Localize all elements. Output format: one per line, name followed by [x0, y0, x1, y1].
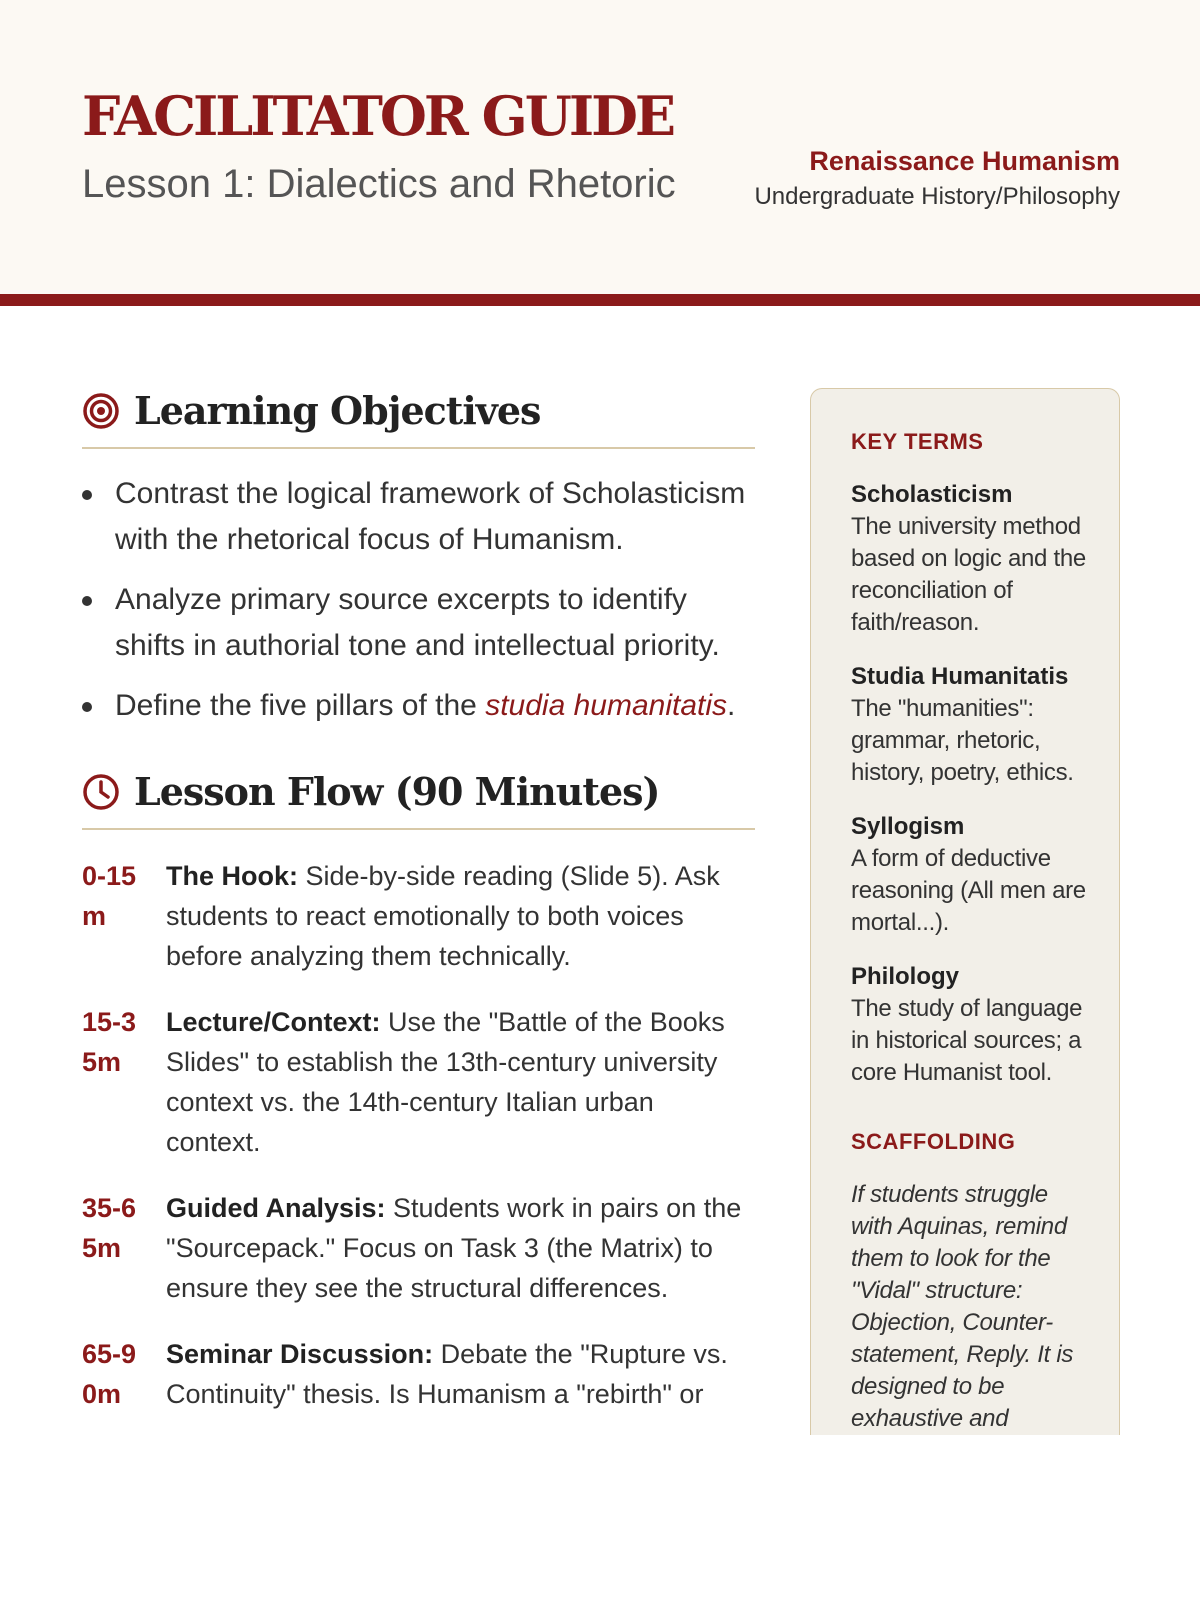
flow-heading — [82, 769, 755, 830]
objectives-heading — [82, 388, 755, 449]
flow-label: The Hook: — [166, 861, 298, 891]
term-item — [851, 961, 1089, 1089]
sidebar — [810, 388, 1120, 1435]
term-definition: The "humanities": grammar, rhetoric, history, poetry, ethics. — [851, 695, 1074, 786]
clock-icon — [82, 773, 120, 811]
flow-description — [166, 1188, 755, 1308]
flow-list — [82, 856, 755, 1414]
target-icon — [82, 392, 120, 430]
flow-time: 15-35m — [82, 1007, 137, 1077]
flow-time: 0-15m — [82, 861, 137, 931]
list-item — [82, 471, 755, 563]
flow-text: Students work in pairs on the "Sourcepack." Focus on Task 3 (the Matrix) to ensure they see the structural differences. — [166, 1193, 742, 1303]
term-name: Scholasticism — [851, 481, 1013, 508]
flow-time: 65-90m — [82, 1339, 137, 1409]
heading-text: Learning Objectives — [134, 388, 541, 433]
term-item — [851, 811, 1089, 939]
term-definition: The university method based on logic and the reconciliation of faith/reason. — [851, 513, 1086, 636]
flow-item — [82, 1334, 755, 1414]
term-item — [851, 661, 1089, 789]
flow-description — [166, 1002, 755, 1162]
term-name: Studia Humanitatis — [851, 663, 1069, 690]
flow-description — [166, 1334, 755, 1414]
course-meta — [754, 146, 1120, 211]
objectives-list — [82, 471, 755, 729]
emphasis-term: studia humanitatis — [485, 689, 728, 722]
term-item — [851, 479, 1089, 639]
objective-punct: . — [727, 689, 736, 722]
objective-text: Analyze primary source excerpts to identify shifts in authorial tone and intellectual priority. — [115, 583, 720, 662]
course-name: Renaissance Humanism — [809, 146, 1120, 176]
list-item — [82, 683, 755, 729]
flow-label: Guided Analysis: — [166, 1193, 386, 1223]
term-definition: A form of deductive reasoning (All men are mortal...). — [851, 845, 1086, 936]
scaffolding-heading: SCAFFOLDING — [851, 1129, 1016, 1154]
term-name: Syllogism — [851, 813, 965, 840]
flow-item — [82, 1188, 755, 1308]
main-column — [82, 388, 755, 1414]
flow-item — [82, 856, 755, 976]
header — [0, 0, 1200, 296]
header-divider — [0, 294, 1200, 306]
audience: Undergraduate History/Philosophy — [754, 183, 1120, 210]
flow-description — [166, 856, 755, 976]
flow-label: Seminar Discussion: — [166, 1339, 434, 1369]
objective-text: Define the five pillars of the — [115, 689, 486, 722]
flow-text: Side-by-side reading (Slide 5). Ask students to react emotionally to both voices before analyzing them technically. — [166, 861, 720, 971]
flow-label: Lecture/Context: — [166, 1007, 381, 1037]
lesson-subtitle: Lesson 1: Dialectics and Rhetoric — [82, 162, 676, 206]
heading-text: Lesson Flow (90 Minutes) — [134, 769, 660, 814]
term-name: Philology — [851, 963, 959, 990]
flow-text: Debate the "Rupture vs. Continuity" thesis. Is Humanism a "rebirth" or — [166, 1339, 728, 1409]
page-title: FACILITATOR GUIDE — [82, 84, 674, 148]
flow-item — [82, 1002, 755, 1162]
scaffolding-text: If students struggle with Aquinas, remind them to look for the "Vidal" structure: Objection, Counter-statement, Reply. It is designed to be exhaustive and — [851, 1181, 1074, 1432]
key-terms-heading: KEY TERMS — [851, 429, 984, 454]
flow-time: 35-65m — [82, 1193, 137, 1263]
list-item — [82, 577, 755, 669]
term-definition: The study of language in historical sources; a core Humanist tool. — [851, 995, 1083, 1086]
flow-text: Use the "Battle of the Books Slides" to establish the 13th-century university context vs. the 14th-century Italian urban context. — [166, 1007, 725, 1157]
objective-text: Contrast the logical framework of Scholasticism with the rhetorical focus of Humanism. — [115, 477, 746, 556]
